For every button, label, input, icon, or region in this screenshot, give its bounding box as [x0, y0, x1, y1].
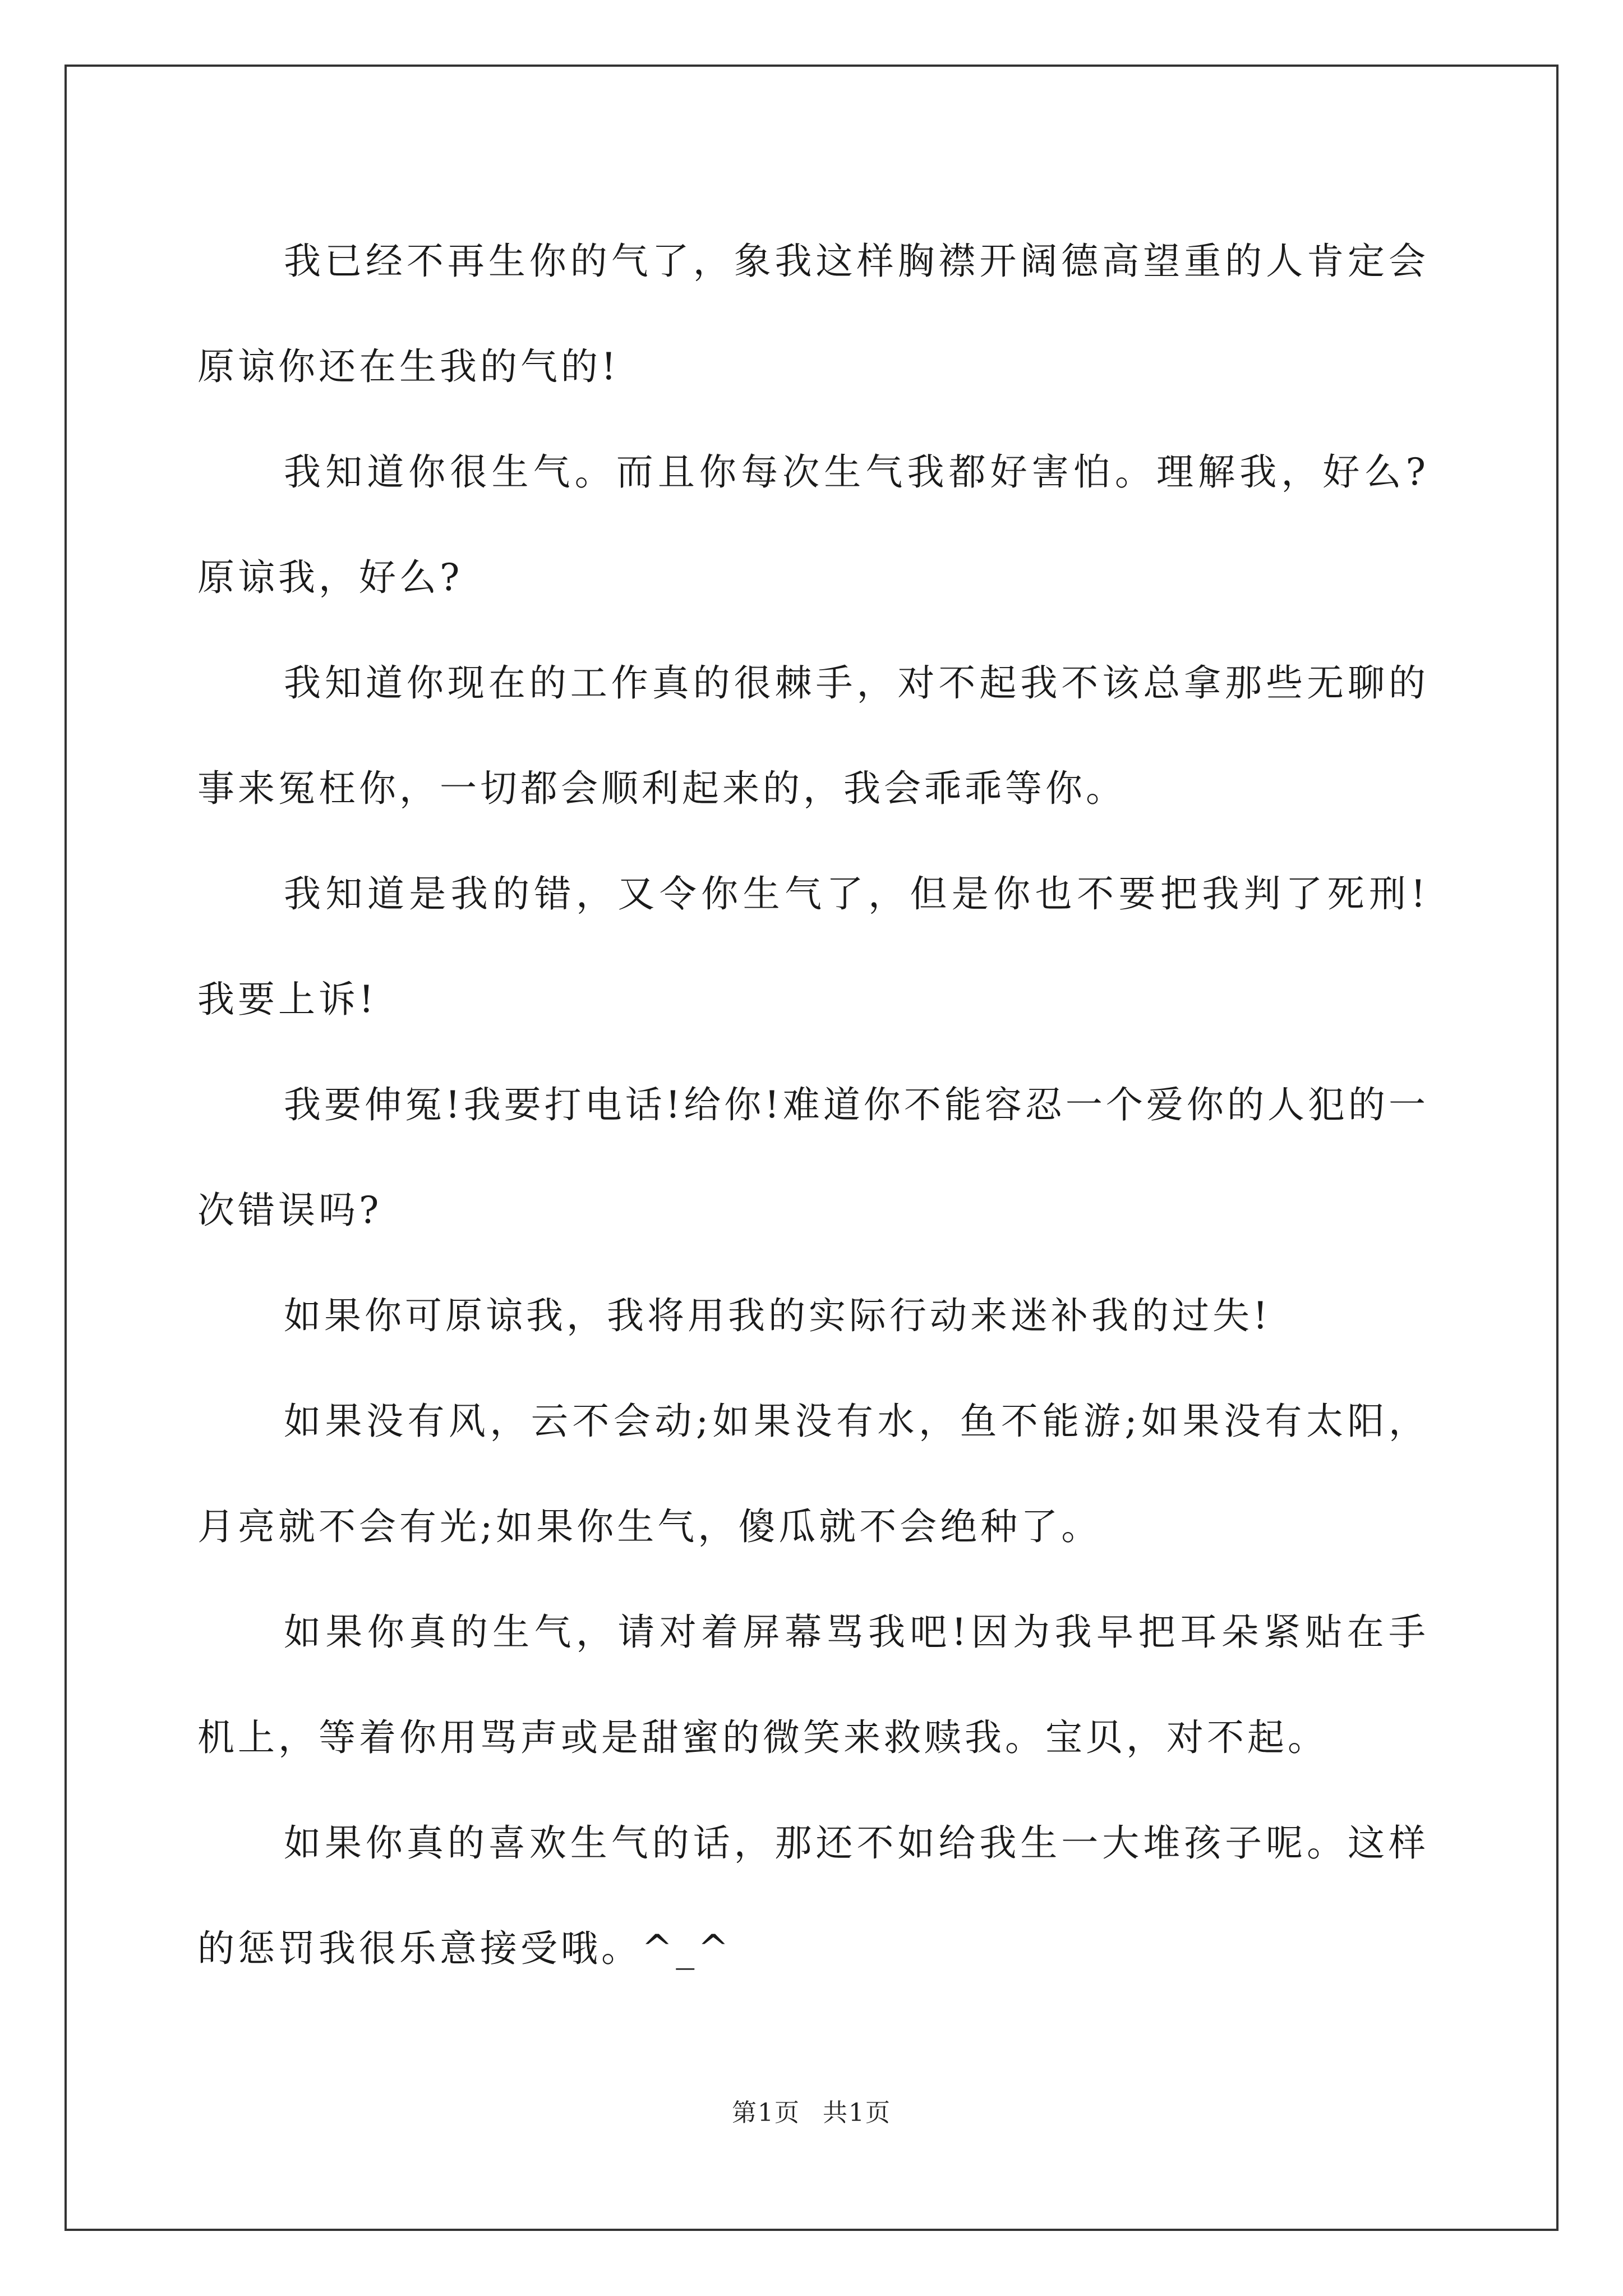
document-body: [197, 209, 1429, 2001]
paragraph: 我已经不再生你的气了，象我这样胸襟开阔德高望重的人肯定会原谅你还在生我的气的!: [197, 240, 1429, 388]
paragraph: 如果你可原谅我，我将用我的实际行动来迷补我的过失!: [284, 1294, 1271, 1337]
paragraph: 如果没有风，云不会动;如果没有水，鱼不能游;如果没有太阳，月亮就不会有光;如果你生气，傻瓜就不会绝种了。: [197, 1400, 1429, 1548]
page-number: 第1页: [732, 2099, 800, 2127]
paragraph: 我要伸冤!我要打电话!给你!难道你不能容忍一个爱你的人犯的一次错误吗?: [197, 1083, 1429, 1232]
page-total: 共1页: [823, 2099, 891, 2127]
page-footer: [0, 2092, 1623, 2128]
paragraph: 我知道你现在的工作真的很棘手，对不起我不该总拿那些无聊的事来冤枉你，一切都会顺利起来的，我会乖乖等你。: [197, 661, 1429, 810]
paragraph: 我知道你很生气。而且你每次生气我都好害怕。理解我，好么?原谅我，好么?: [197, 450, 1429, 599]
paragraph: 如果你真的喜欢生气的话，那还不如给我生一大堆孩子呢。这样的惩罚我很乐意接受哦。^_^: [197, 1821, 1429, 1970]
paragraph: 我知道是我的错，又令你生气了，但是你也不要把我判了死刑!我要上诉!: [197, 872, 1429, 1021]
paragraph: 如果你真的生气，请对着屏幕骂我吧!因为我早把耳朵紧贴在手机上，等着你用骂声或是甜蜜的微笑来救赎我。宝贝，对不起。: [197, 1611, 1429, 1759]
